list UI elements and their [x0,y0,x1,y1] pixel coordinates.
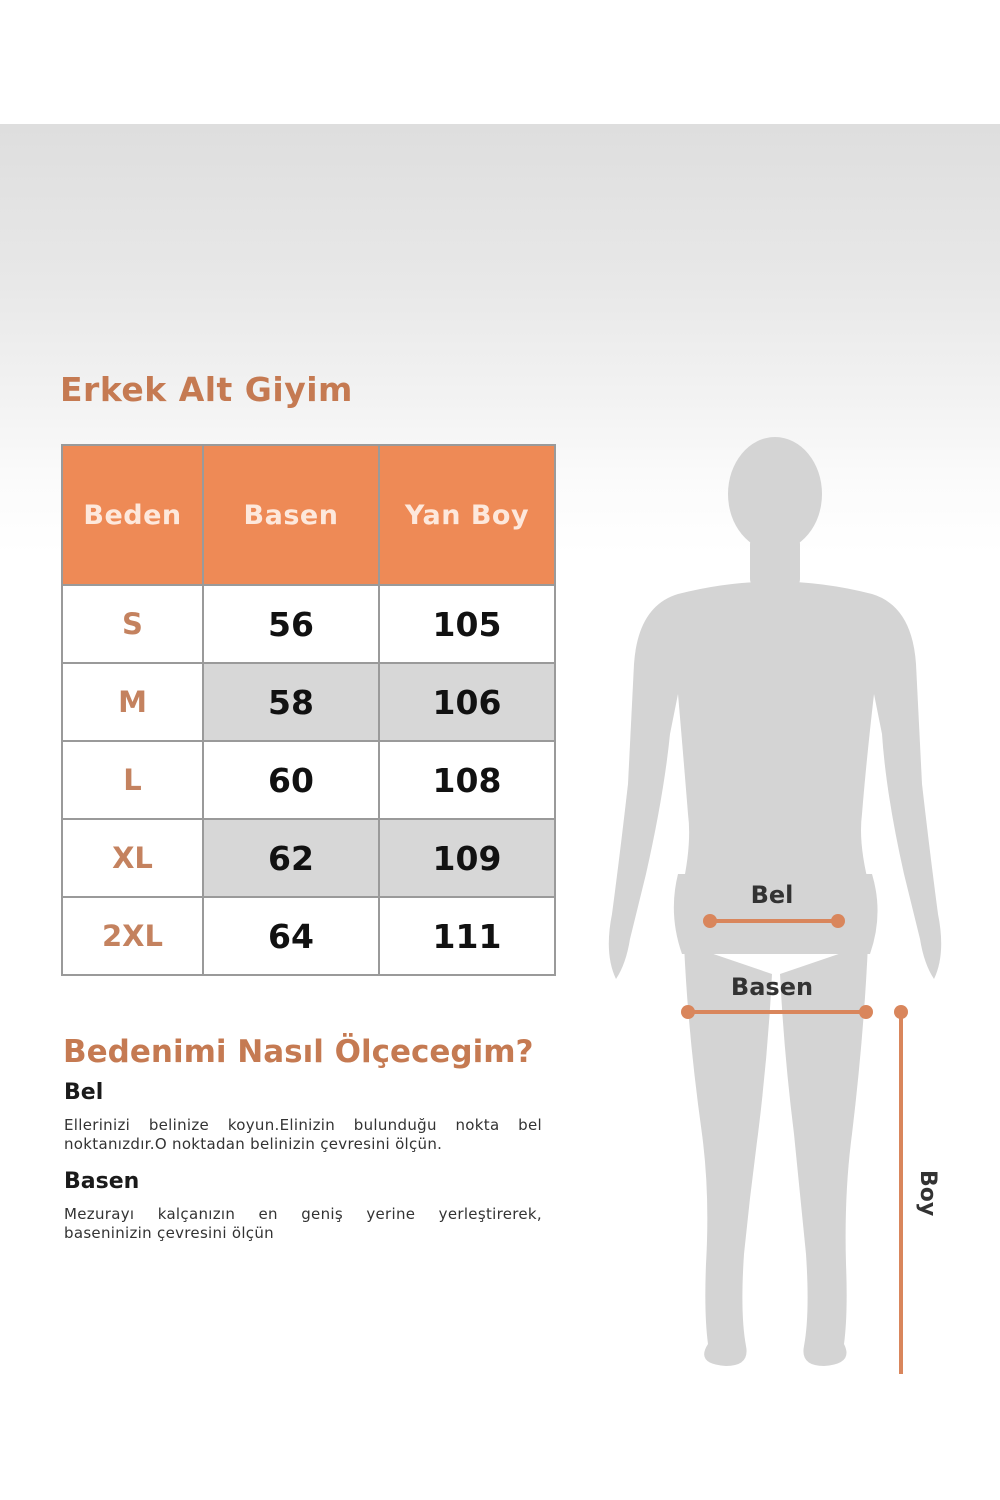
yan-boy-cell: 106 [379,663,555,741]
header-beden: Beden [62,445,203,585]
size-cell: XL [62,819,203,897]
chart-title: Erkek Alt Giyim [60,370,353,409]
basen-cell: 60 [203,741,379,819]
size-cell: M [62,663,203,741]
basen-measure-dot [681,1005,695,1019]
basen-cell: 64 [203,897,379,975]
size-chart-panel [0,124,1000,1378]
bel-label: Bel [750,881,794,909]
basen-measure-dot [859,1005,873,1019]
boy-measure-dot [894,1005,908,1019]
yan-boy-cell: 105 [379,585,555,663]
header-yan-boy: Yan Boy [379,445,555,585]
boy-label: Boy [915,1170,940,1217]
table-row [62,897,555,975]
body-measurement-figure [590,434,970,1374]
table-row [62,741,555,819]
yan-boy-cell: 111 [379,897,555,975]
bel-measure-dot [703,914,717,928]
basen-cell: 58 [203,663,379,741]
basen-label: Basen [730,973,814,1001]
table-header-row [62,445,555,585]
basen-cell: 62 [203,819,379,897]
bel-measure-dot [831,914,845,928]
table-row [62,585,555,663]
bel-instructions: Ellerinizi belinize koyun.Elinizin bulunduğu nokta bel noktanızdır.O noktadan belinizin çevresini ölçün. [64,1116,542,1153]
size-cell: L [62,741,203,819]
basen-cell: 56 [203,585,379,663]
yan-boy-cell: 108 [379,741,555,819]
size-table [61,444,556,976]
howto-title: Bedenimi Nasıl Ölçecegim? [63,1034,534,1070]
size-cell: 2XL [62,897,203,975]
basen-instructions: Mezurayı kalçanızın en geniş yerine yerleştirerek, baseninizin çevresini ölçün [64,1205,542,1242]
bel-heading: Bel [64,1080,104,1105]
table-row [62,819,555,897]
size-cell: S [62,585,203,663]
basen-heading: Basen [64,1169,140,1194]
yan-boy-cell: 109 [379,819,555,897]
header-basen: Basen [203,445,379,585]
table-row [62,663,555,741]
